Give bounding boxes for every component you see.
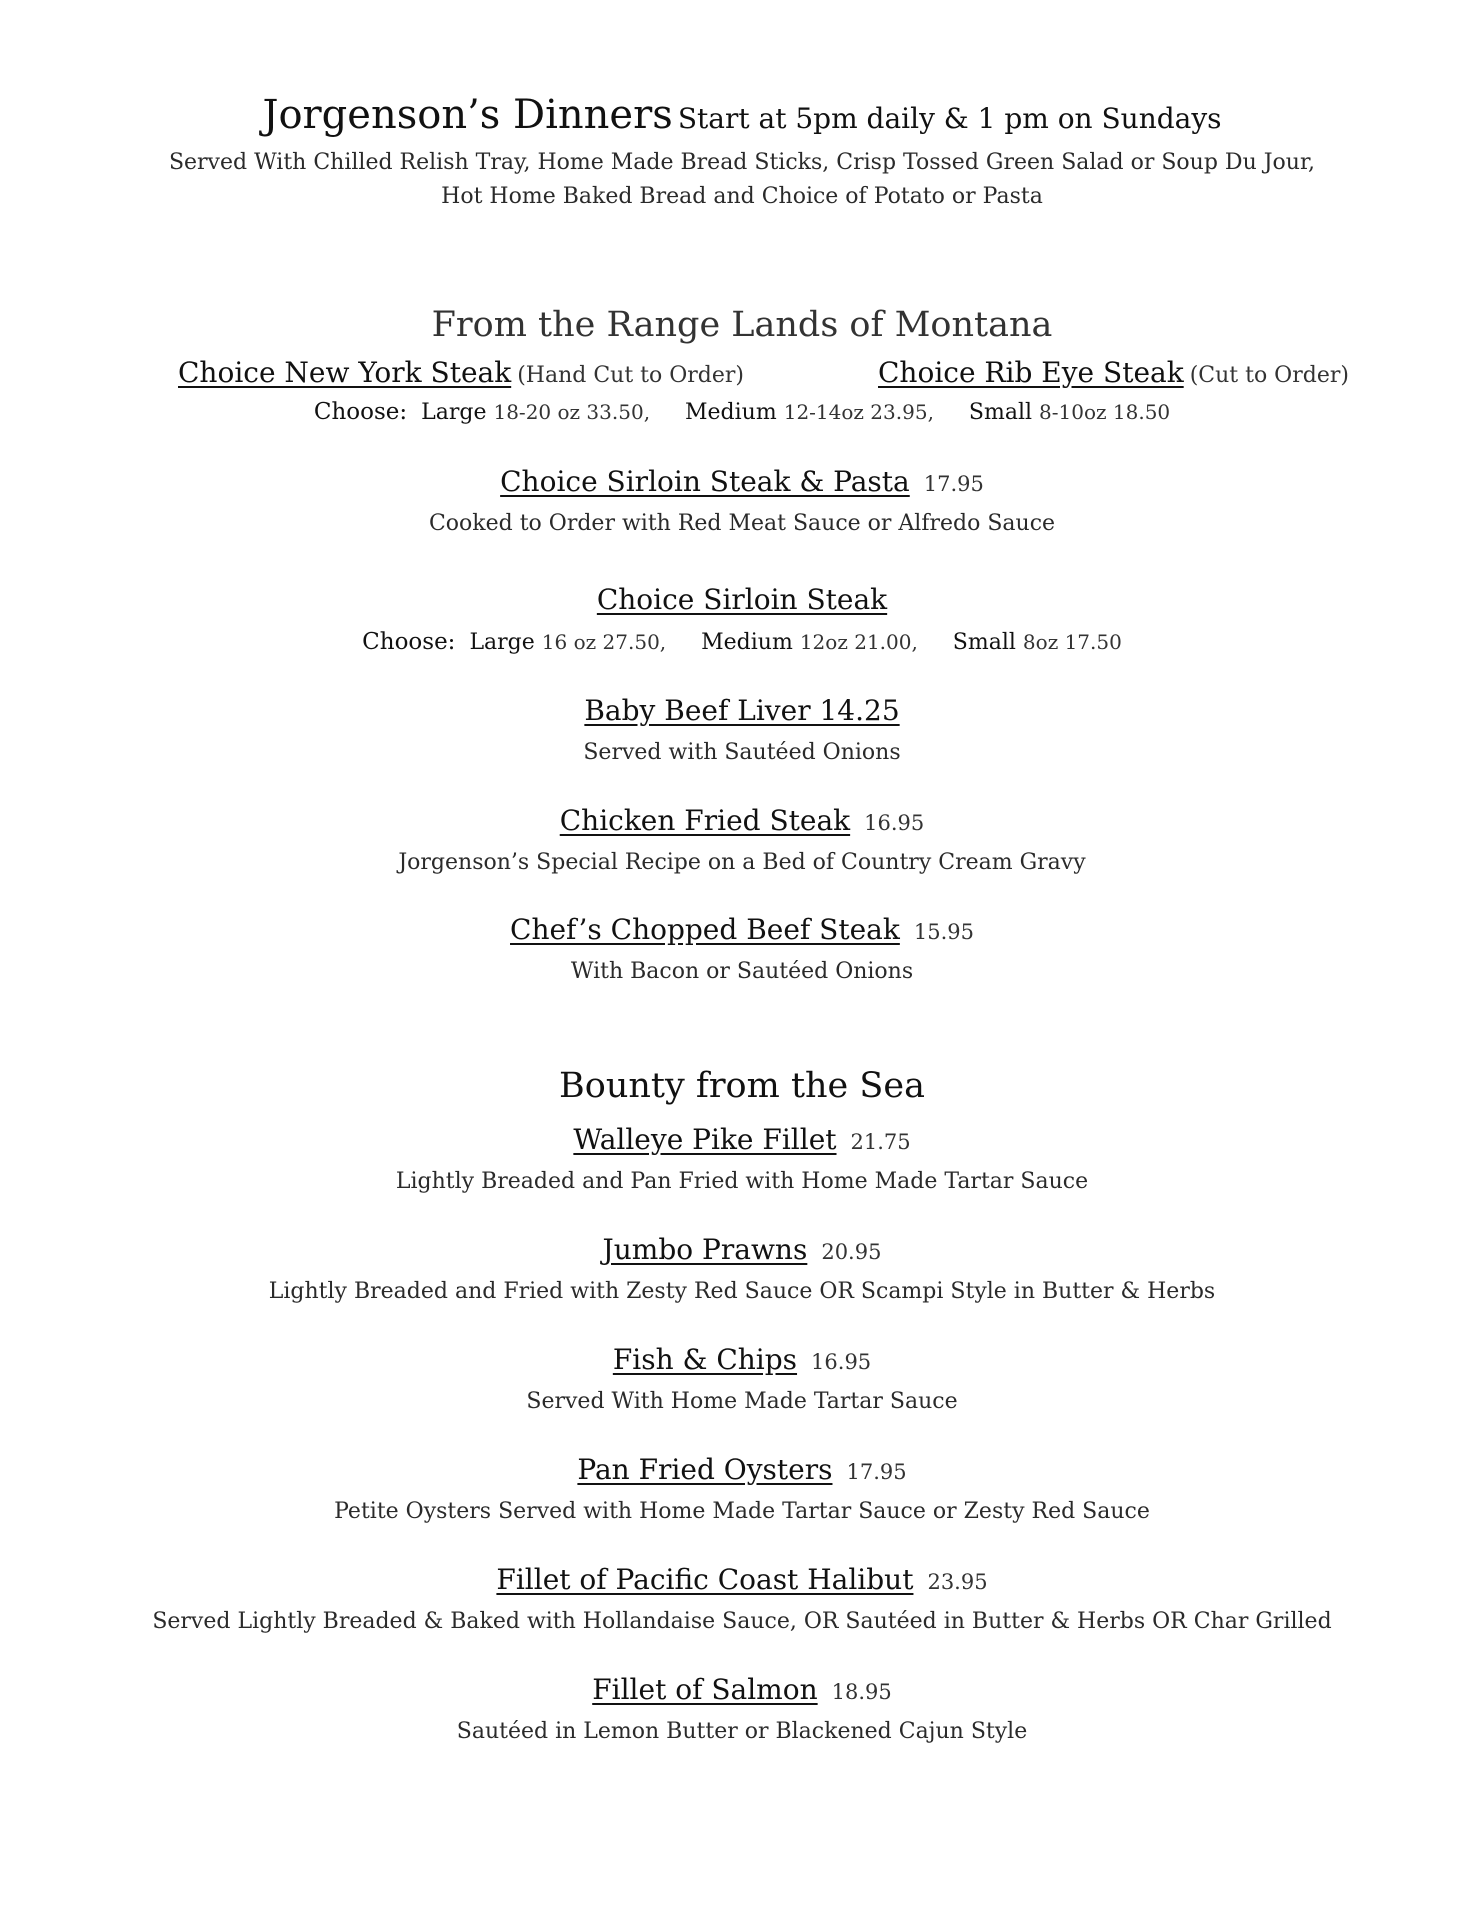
item-description: Lightly Breaded and Pan Fried with Home Made Tartar Sauce — [395, 1169, 1089, 1194]
item-price: 15.95 — [913, 920, 974, 944]
menu-item-chicken-fried-steak — [0, 804, 1484, 837]
item-description: Served With Home Made Tartar Sauce — [526, 1389, 958, 1414]
menu-item-halibut — [0, 1563, 1484, 1596]
choose-label: Choose: — [313, 399, 408, 425]
item-name: Chicken Fried Steak — [559, 804, 851, 837]
size-detail: 12oz 21.00, — [799, 630, 918, 654]
item-note: (Cut to Order) — [1189, 363, 1349, 388]
item-name: Fillet of Pacific Coast Halibut — [496, 1563, 914, 1596]
menu-item-sirloin — [0, 583, 1484, 616]
size-label: Medium — [701, 630, 793, 655]
item-name: Walleye Pike Fillet — [573, 1123, 837, 1156]
size-label: Small — [968, 400, 1033, 425]
item-name: Baby Beef Liver 14.25 — [584, 694, 900, 727]
menu-hours: Start at 5pm daily & 1 pm on Sundays — [677, 102, 1222, 135]
menu-item-oysters — [0, 1453, 1484, 1486]
item-price: 17.95 — [846, 1460, 907, 1484]
item-description: Petite Oysters Served with Home Made Tartar Sauce or Zesty Red Sauce — [334, 1499, 1150, 1524]
size-label: Small — [952, 630, 1016, 655]
item-note: (Hand Cut to Order) — [517, 363, 744, 388]
menu-title: Jorgenson’s Dinners — [262, 92, 673, 138]
steak-size-options — [0, 399, 1484, 425]
item-price: 16.95 — [864, 811, 925, 835]
size-detail: 12-14oz 23.95, — [783, 400, 934, 424]
item-price: 18.95 — [831, 1680, 892, 1704]
item-price: 23.95 — [927, 1570, 988, 1594]
item-price: 16.95 — [811, 1350, 872, 1374]
item-price: 17.95 — [923, 472, 984, 496]
served-with-line-1: Served With Chilled Relish Tray, Home Made Bread Sticks, Crisp Tossed Green Salad or Soup Du Jour, — [168, 150, 1316, 175]
size-detail: 8oz 17.50 — [1022, 630, 1122, 654]
section-heading-sea: Bounty from the Sea — [559, 1066, 925, 1106]
sirloin-size-options — [0, 629, 1484, 655]
item-description: With Bacon or Sautéed Onions — [570, 959, 914, 984]
item-description: Cooked to Order with Red Meat Sauce or Alfredo Sauce — [428, 511, 1056, 536]
size-label: Large — [469, 630, 535, 655]
item-name: Fillet of Salmon — [592, 1673, 818, 1706]
menu-item-fish-chips — [0, 1343, 1484, 1376]
choose-label: Choose: — [362, 629, 456, 655]
item-name: Choice Rib Eye Steak — [878, 356, 1184, 389]
menu-item-beef-liver — [0, 694, 1484, 727]
menu-item-sirloin-pasta — [0, 465, 1484, 498]
item-name: Chef’s Chopped Beef Steak — [510, 913, 900, 946]
item-price: 21.75 — [850, 1130, 911, 1154]
item-name: Fish & Chips — [612, 1343, 798, 1376]
item-name: Pan Fried Oysters — [577, 1453, 833, 1486]
item-name: Choice New York Steak — [178, 356, 512, 389]
section-heading-range: From the Range Lands of Montana — [431, 305, 1053, 345]
served-with-line-2: Hot Home Baked Bread and Choice of Potato or Pasta — [441, 184, 1043, 209]
item-name: Choice Sirloin Steak & Pasta — [500, 465, 910, 498]
item-price: 20.95 — [821, 1240, 882, 1264]
item-name: Jumbo Prawns — [602, 1233, 808, 1266]
item-name: Choice Sirloin Steak — [596, 583, 888, 616]
menu-title-line — [0, 92, 1484, 138]
item-description: Served with Sautéed Onions — [583, 740, 901, 765]
menu-item-chopped-beef — [0, 913, 1484, 946]
item-description: Served Lightly Breaded & Baked with Hollandaise Sauce, OR Sautéed in Butter & Herbs OR Char Grilled — [152, 1609, 1332, 1634]
size-label: Medium — [685, 400, 777, 425]
size-detail: 16 oz 27.50, — [541, 630, 667, 654]
menu-item-walleye — [0, 1123, 1484, 1156]
size-label: Large — [421, 400, 487, 425]
menu-item-new-york — [178, 356, 744, 389]
item-description: Lightly Breaded and Fried with Zesty Red Sauce OR Scampi Style in Butter & Herbs — [268, 1279, 1216, 1304]
menu-item-salmon — [0, 1673, 1484, 1706]
size-detail: 8-10oz 18.50 — [1039, 400, 1171, 424]
item-description: Jorgenson’s Special Recipe on a Bed of Country Cream Gravy — [398, 850, 1086, 875]
size-detail: 18-20 oz 33.50, — [493, 400, 651, 424]
item-description: Sautéed in Lemon Butter or Blackened Cajun Style — [456, 1719, 1028, 1744]
menu-item-jumbo-prawns — [0, 1233, 1484, 1266]
menu-item-rib-eye — [878, 356, 1349, 389]
